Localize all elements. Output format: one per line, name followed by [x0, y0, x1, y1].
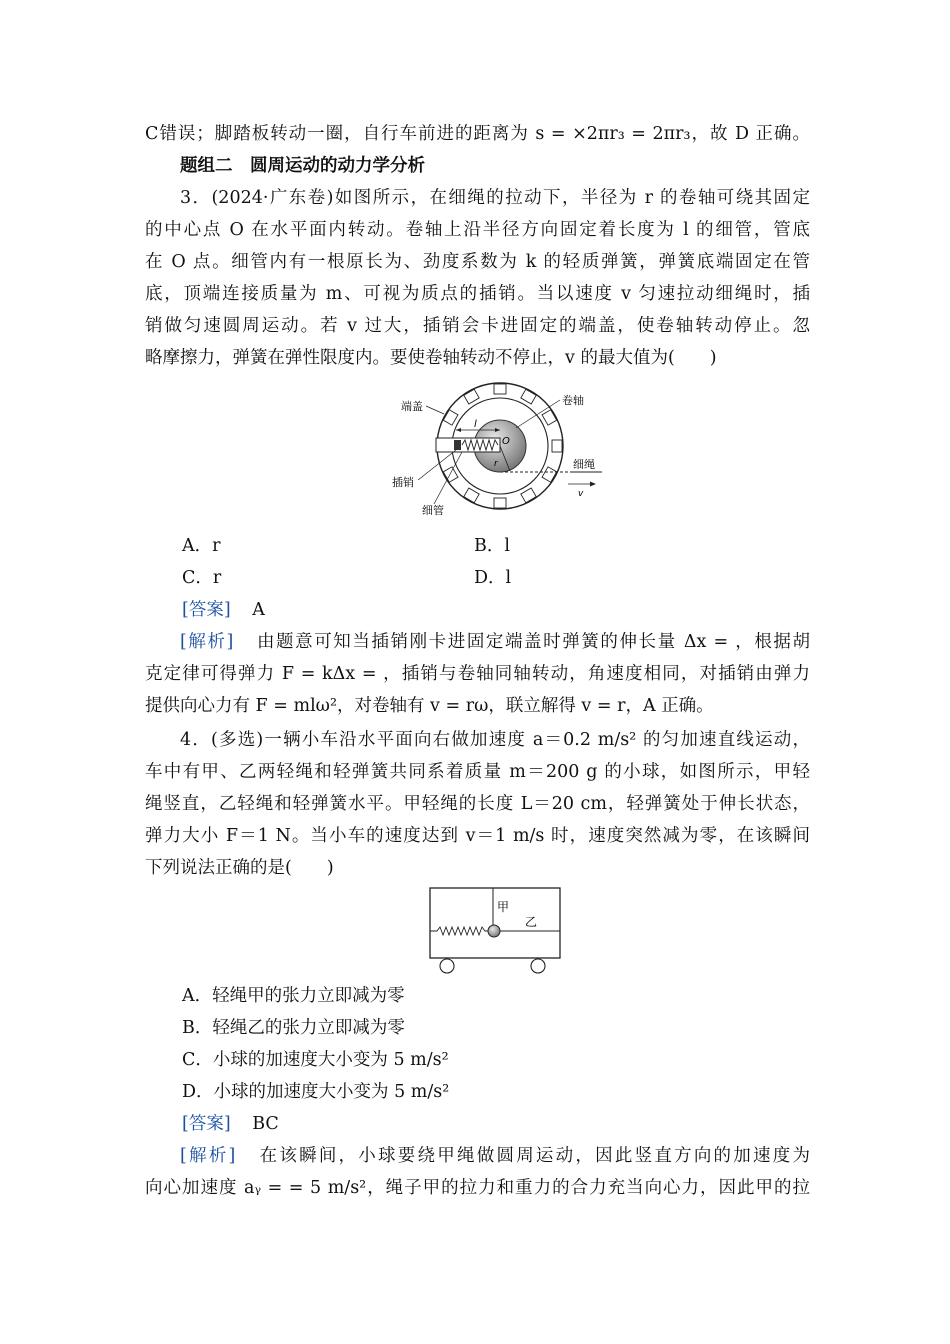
- wheel-left: [440, 959, 454, 973]
- q3-option-b: B．l: [474, 536, 510, 556]
- label-reel: 卷轴: [562, 394, 584, 407]
- reel-diagram: [370, 380, 620, 520]
- text-line: 绳竖直，乙轻绳和轻弹簧水平。甲轻绳的长度 L＝20 cm，轻弹簧处于伸长状态，: [145, 794, 810, 814]
- analysis-tag: [解析]: [180, 632, 234, 652]
- text-line: 底，顶端连接质量为 m、可视为质点的插销。当以速度 v 匀速拉动细绳时，插: [145, 284, 810, 304]
- label-end-cap: 端盖: [401, 400, 423, 413]
- answer-tag: [答案]: [182, 600, 231, 620]
- text-line: 向心加速度 aᵧ = = 5 m/s²，绳子甲的拉力和重力的合力充当向心力，因此甲的拉: [145, 1178, 810, 1198]
- text-line: 克定律可得弹力 F = kΔx = ，插销与卷轴同轴转动，角速度相同，对插销由弹力: [145, 664, 810, 684]
- label-O: O: [502, 436, 510, 447]
- q4-option-b: B．轻绳乙的张力立即减为零: [182, 1018, 405, 1038]
- q4-option-c: C．小球的加速度大小变为 5 m/s²: [182, 1050, 449, 1070]
- wheel-right: [531, 959, 545, 973]
- q4-option-a: A．轻绳甲的张力立即减为零: [182, 986, 405, 1006]
- q4-answer: [182, 1108, 279, 1140]
- answer-value: BC: [252, 1114, 279, 1134]
- analysis-text: 由题意可知当插销刚卡进固定端盖时弹簧的伸长量 Δx = ，根据胡: [255, 632, 810, 652]
- label-rope: 细绳: [573, 458, 595, 471]
- q4-option-d: D．小球的加速度大小变为 5 m/s²: [182, 1082, 450, 1102]
- q3-option-c: C．r: [182, 568, 222, 588]
- text-line: 在 O 点。细管内有一根原长为、劲度系数为 k 的轻质弹簧，弹簧底端固定在管: [145, 252, 810, 272]
- q3-answer: [182, 594, 265, 626]
- label-l: l: [474, 419, 477, 430]
- label-v: v: [578, 489, 584, 499]
- label-jia: 甲: [497, 900, 510, 914]
- q4-analysis: [180, 1140, 810, 1172]
- analysis-tag: [解析]: [180, 1146, 236, 1166]
- question-4-stem: 4．(多选)一辆小车沿水平面向右做加速度 a＝0.2 m/s² 的匀加速直线运动，: [180, 730, 810, 750]
- answer-value: A: [252, 600, 265, 620]
- section-heading: 题组二 圆周运动的动力学分析: [180, 156, 425, 176]
- cart-body: [430, 888, 560, 958]
- text-line: 车中有甲、乙两轻绳和轻弹簧共同系着质量 m＝200 g 的小球，如图所示，甲轻: [145, 762, 810, 782]
- analysis-text: 在该瞬间，小球要绕甲绳做圆周运动，因此竖直方向的加速度为: [257, 1146, 811, 1166]
- text-line: 销做匀速圆周运动。若 v 过大，插销会卡进固定的端盖，使卷轴转动停止。忽: [145, 316, 810, 336]
- velocity-arrow-icon: [590, 482, 596, 487]
- label-yi: 乙: [525, 915, 538, 929]
- q3-option-a: A．r: [182, 536, 221, 556]
- ball: [488, 925, 500, 937]
- label-r: r: [494, 459, 498, 469]
- text-line: 略摩擦力，弹簧在弹性限度内。要使卷轴转动不停止，v 的最大值为( ): [145, 348, 717, 368]
- label-pin: 插销: [392, 476, 414, 489]
- text-line: 弹力大小 F＝1 N。当小车的速度达到 v＝1 m/s 时，速度突然减为零，在该瞬间: [145, 826, 810, 846]
- label-tube: 细管: [422, 504, 444, 517]
- text-line: 提供向心力有 F = mlω²，对卷轴有 v = rω，联立解得 v = r，A 正确。: [145, 696, 714, 716]
- thin-tube: [436, 438, 500, 452]
- pin: [454, 440, 461, 450]
- text-line: C错误；脚踏板转动一圈，自行车前进的距离为 s = ×2πr₃ = 2πr₃，故 D 正确。: [145, 124, 810, 144]
- question-3-stem: 3．(2024·广东卷)如图所示，在细绳的拉动下，半径为 r 的卷轴可绕其固定: [180, 188, 810, 208]
- q3-option-d: D．l: [474, 568, 512, 588]
- q3-analysis: [180, 626, 810, 658]
- cart-diagram: [425, 885, 565, 977]
- text-line: 下列说法正确的是( ): [145, 858, 334, 878]
- answer-tag: [答案]: [182, 1114, 231, 1134]
- text-line: 的中心点 O 在水平面内转动。卷轴上沿半径方向固定着长度为 l 的细管，管底: [145, 220, 810, 240]
